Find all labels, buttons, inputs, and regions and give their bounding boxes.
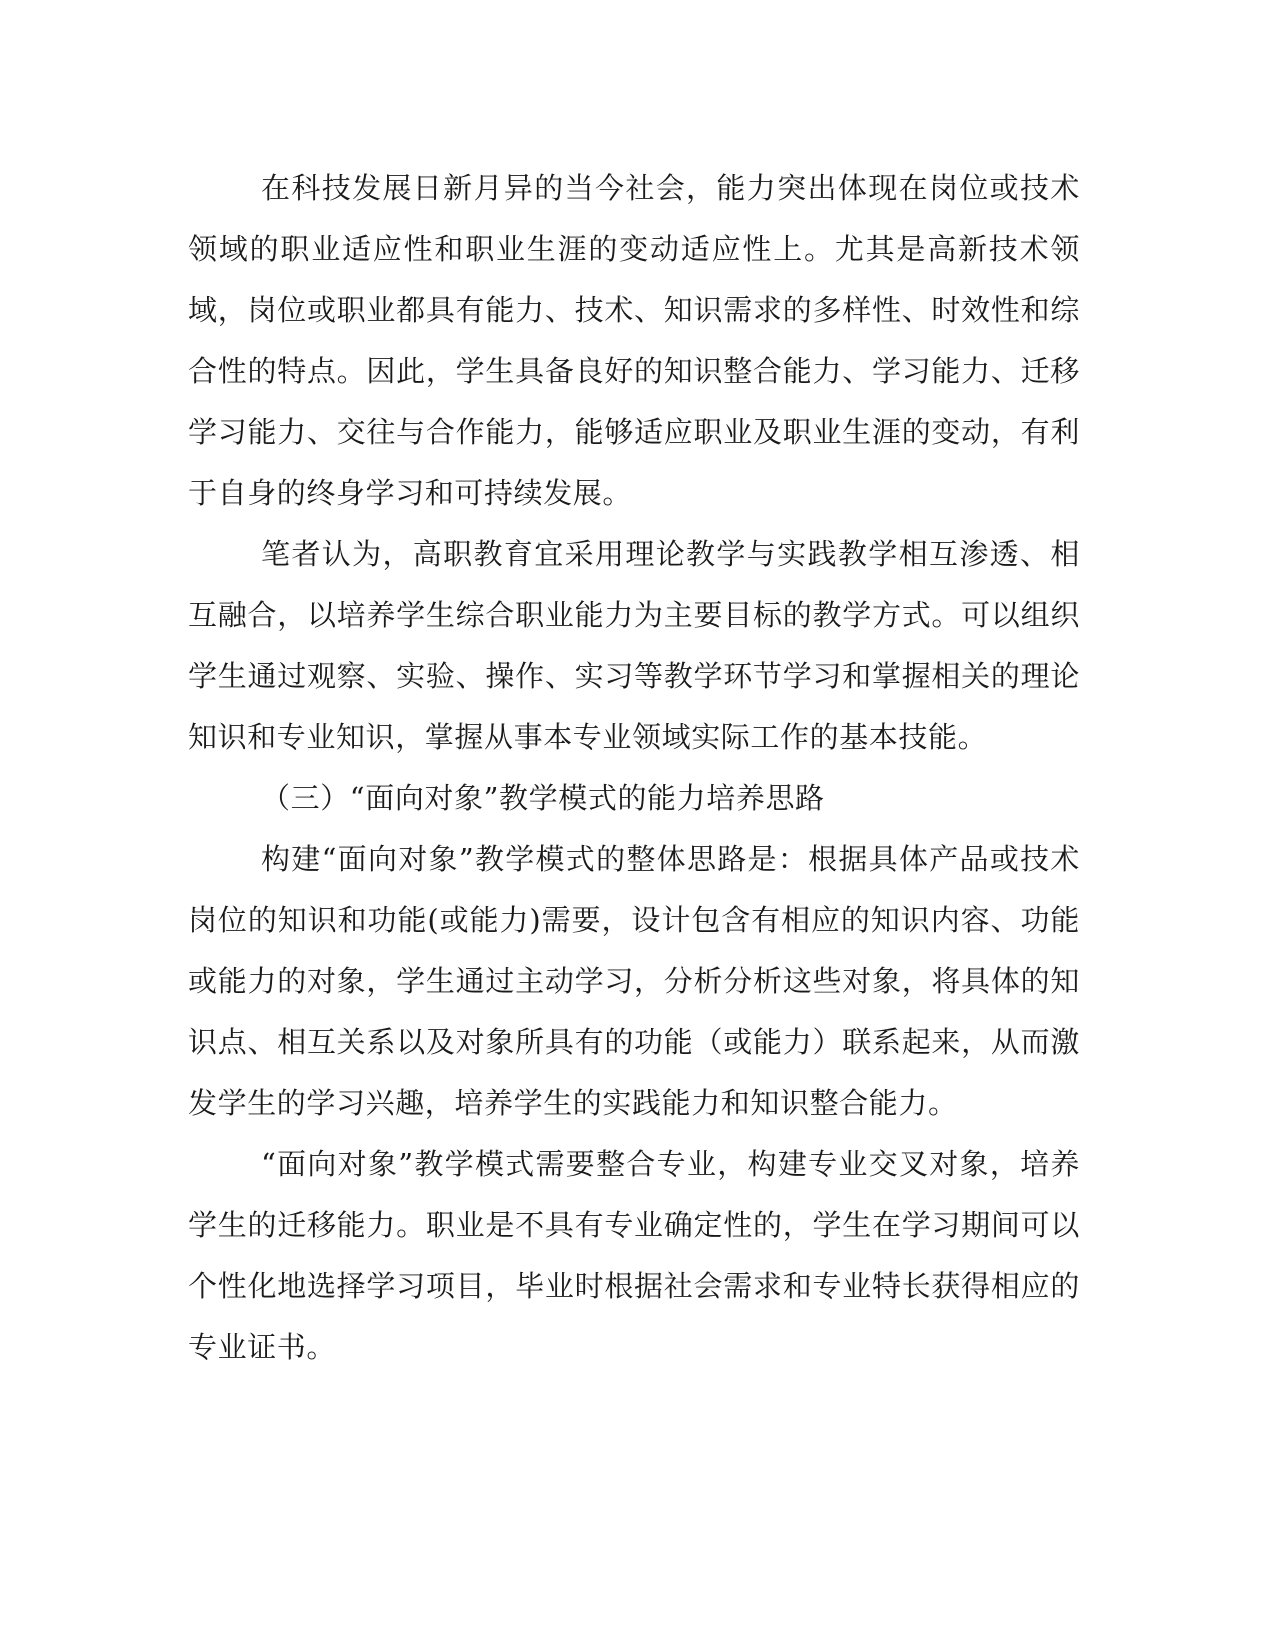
paragraph-overall-approach: 构建“面向对象”教学模式的整体思路是：根据具体产品或技术岗位的知识和功能(或能力)需要，设计包含有相应的知识内容、功能或能力的对象，学生通过主动学习，分析分析这些对象，将具体的知识点、相互关系以及对象所具有的功能（或能力）联系起来，从而激发学生的学习兴趣，培养学生的实践能力和知识整合能力。 bbox=[188, 842, 1080, 1120]
section-heading: （三）“面向对象”教学模式的能力培养思路 bbox=[261, 781, 825, 815]
paragraph-teaching-approach: 笔者认为，高职教育宜采用理论教学与实践教学相互渗透、相互融合，以培养学生综合职业能力为主要目标的教学方式。可以组织学生通过观察、实验、操作、实习等教学环节学习和掌握相关的理论知识和专业知识，掌握从事本专业领域实际工作的基本技能。 bbox=[188, 537, 1080, 754]
paragraph-career-adaptability: 在科技发展日新月异的当今社会，能力突出体现在岗位或技术领域的职业适应性和职业生涯的变动适应性上。尤其是高新技术领域，岗位或职业都具有能力、技术、知识需求的多样性、时效性和综合性的特点。因此，学生具备良好的知识整合能力、学习能力、迁移学习能力、交往与合作能力，能够适应职业及职业生涯的变动，有利于自身的终身学习和可持续发展。 bbox=[188, 171, 1080, 510]
document-body bbox=[188, 158, 1080, 1378]
paragraph-transfer-ability: “面向对象”教学模式需要整合专业，构建专业交叉对象，培养学生的迁移能力。职业是不具有专业确定性的，学生在学习期间可以个性化地选择学习项目，毕业时根据社会需求和专业特长获得相应的专业证书。 bbox=[188, 1147, 1080, 1364]
